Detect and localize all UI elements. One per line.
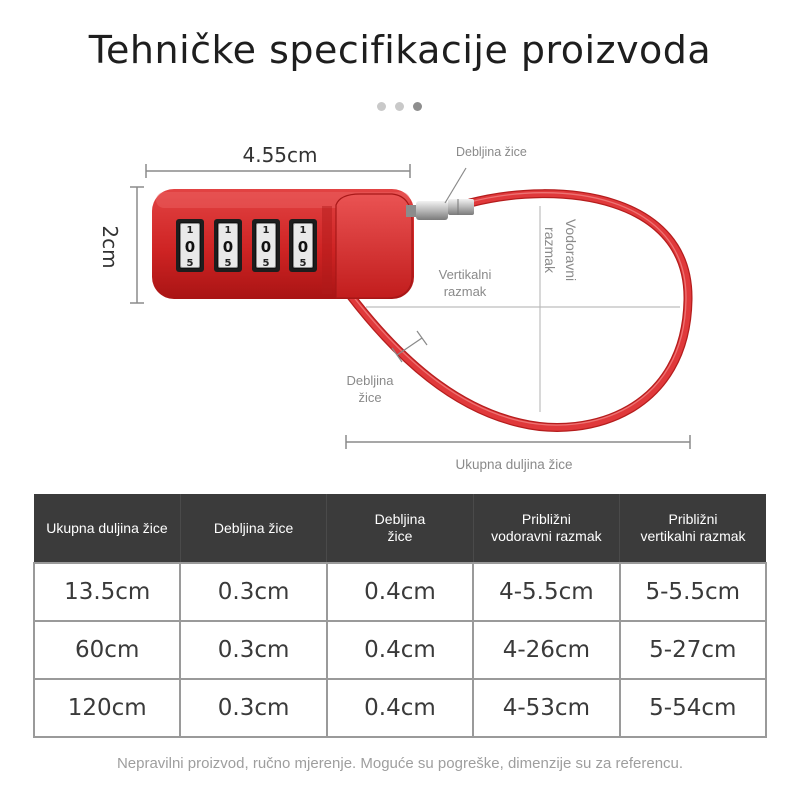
width-dimension: [146, 143, 410, 178]
table-cell: 5-54cm: [620, 679, 766, 737]
svg-text:Vodoravni: Vodoravni: [563, 218, 579, 282]
svg-text:0: 0: [184, 238, 196, 256]
dial-4[interactable]: [289, 219, 317, 272]
wire-thickness-bottom-label-1: Debljina: [346, 373, 394, 388]
table-cell: 120cm: [34, 679, 180, 737]
table-row: [34, 679, 766, 737]
total-length-dimension: [346, 435, 690, 472]
total-length-label: Ukupna duljina žice: [455, 457, 573, 472]
svg-text:0: 0: [260, 238, 272, 256]
svg-text:5: 5: [262, 258, 270, 269]
vertical-gap-label: [439, 267, 492, 299]
height-dimension: [98, 187, 144, 303]
svg-text:razmak: razmak: [443, 284, 487, 299]
svg-text:0: 0: [297, 238, 309, 256]
svg-text:1: 1: [186, 225, 194, 236]
table-cell: 60cm: [34, 621, 180, 679]
cable-ferrule: [406, 199, 474, 220]
svg-text:0: 0: [222, 238, 234, 256]
dial-2[interactable]: [214, 219, 242, 272]
header-total-length: Ukupna duljina žice: [34, 494, 180, 563]
header-wire-thickness-2: Debljina žice: [327, 494, 473, 563]
header-vertical-gap: Približni vertikalni razmak: [620, 494, 766, 563]
svg-text:5: 5: [299, 258, 307, 269]
footnote: Nepravilni proizvod, ručno mjerenje. Moguće su pogreške, dimenzije su za referencu.: [116, 755, 684, 772]
table-cell: 4-53cm: [473, 679, 619, 737]
table-cell: 0.4cm: [327, 679, 473, 737]
table-cell: 4-5.5cm: [473, 563, 619, 621]
wire-thickness-top-label: Debljina žice: [456, 145, 527, 159]
table-cell: 4-26cm: [473, 621, 619, 679]
svg-text:5: 5: [186, 258, 194, 269]
wire-thickness-bottom-label-2: žice: [358, 390, 382, 405]
table-cell: 0.4cm: [327, 563, 473, 621]
spec-table: [33, 494, 767, 738]
height-label: 2cm: [98, 225, 122, 269]
table-cell: 5-5.5cm: [620, 563, 766, 621]
table-header-row: [34, 494, 766, 563]
table-cell: 5-27cm: [620, 621, 766, 679]
svg-text:razmak: razmak: [542, 227, 558, 273]
svg-text:Vertikalni: Vertikalni: [438, 267, 492, 282]
svg-text:5: 5: [224, 258, 232, 269]
dial-1[interactable]: [176, 219, 204, 272]
table-row: [34, 563, 766, 621]
table-cell: 0.4cm: [327, 621, 473, 679]
svg-text:1: 1: [224, 225, 232, 236]
svg-text:1: 1: [299, 225, 307, 236]
svg-text:1: 1: [262, 225, 270, 236]
width-label: 4.55cm: [242, 143, 318, 167]
table-cell: 0.3cm: [180, 679, 326, 737]
table-cell: 13.5cm: [34, 563, 180, 621]
table-row: [34, 621, 766, 679]
page-title: Tehničke specifikacije proizvoda: [88, 28, 712, 72]
table-cell: 0.3cm: [180, 621, 326, 679]
table-cell: 0.3cm: [180, 563, 326, 621]
combination-lock: [152, 189, 414, 299]
header-wire-thickness: Debljina žice: [180, 494, 326, 563]
horizontal-gap-label: [542, 219, 579, 281]
dial-3[interactable]: [252, 219, 280, 272]
header-horizontal-gap: Približni vodoravni razmak: [473, 494, 619, 563]
